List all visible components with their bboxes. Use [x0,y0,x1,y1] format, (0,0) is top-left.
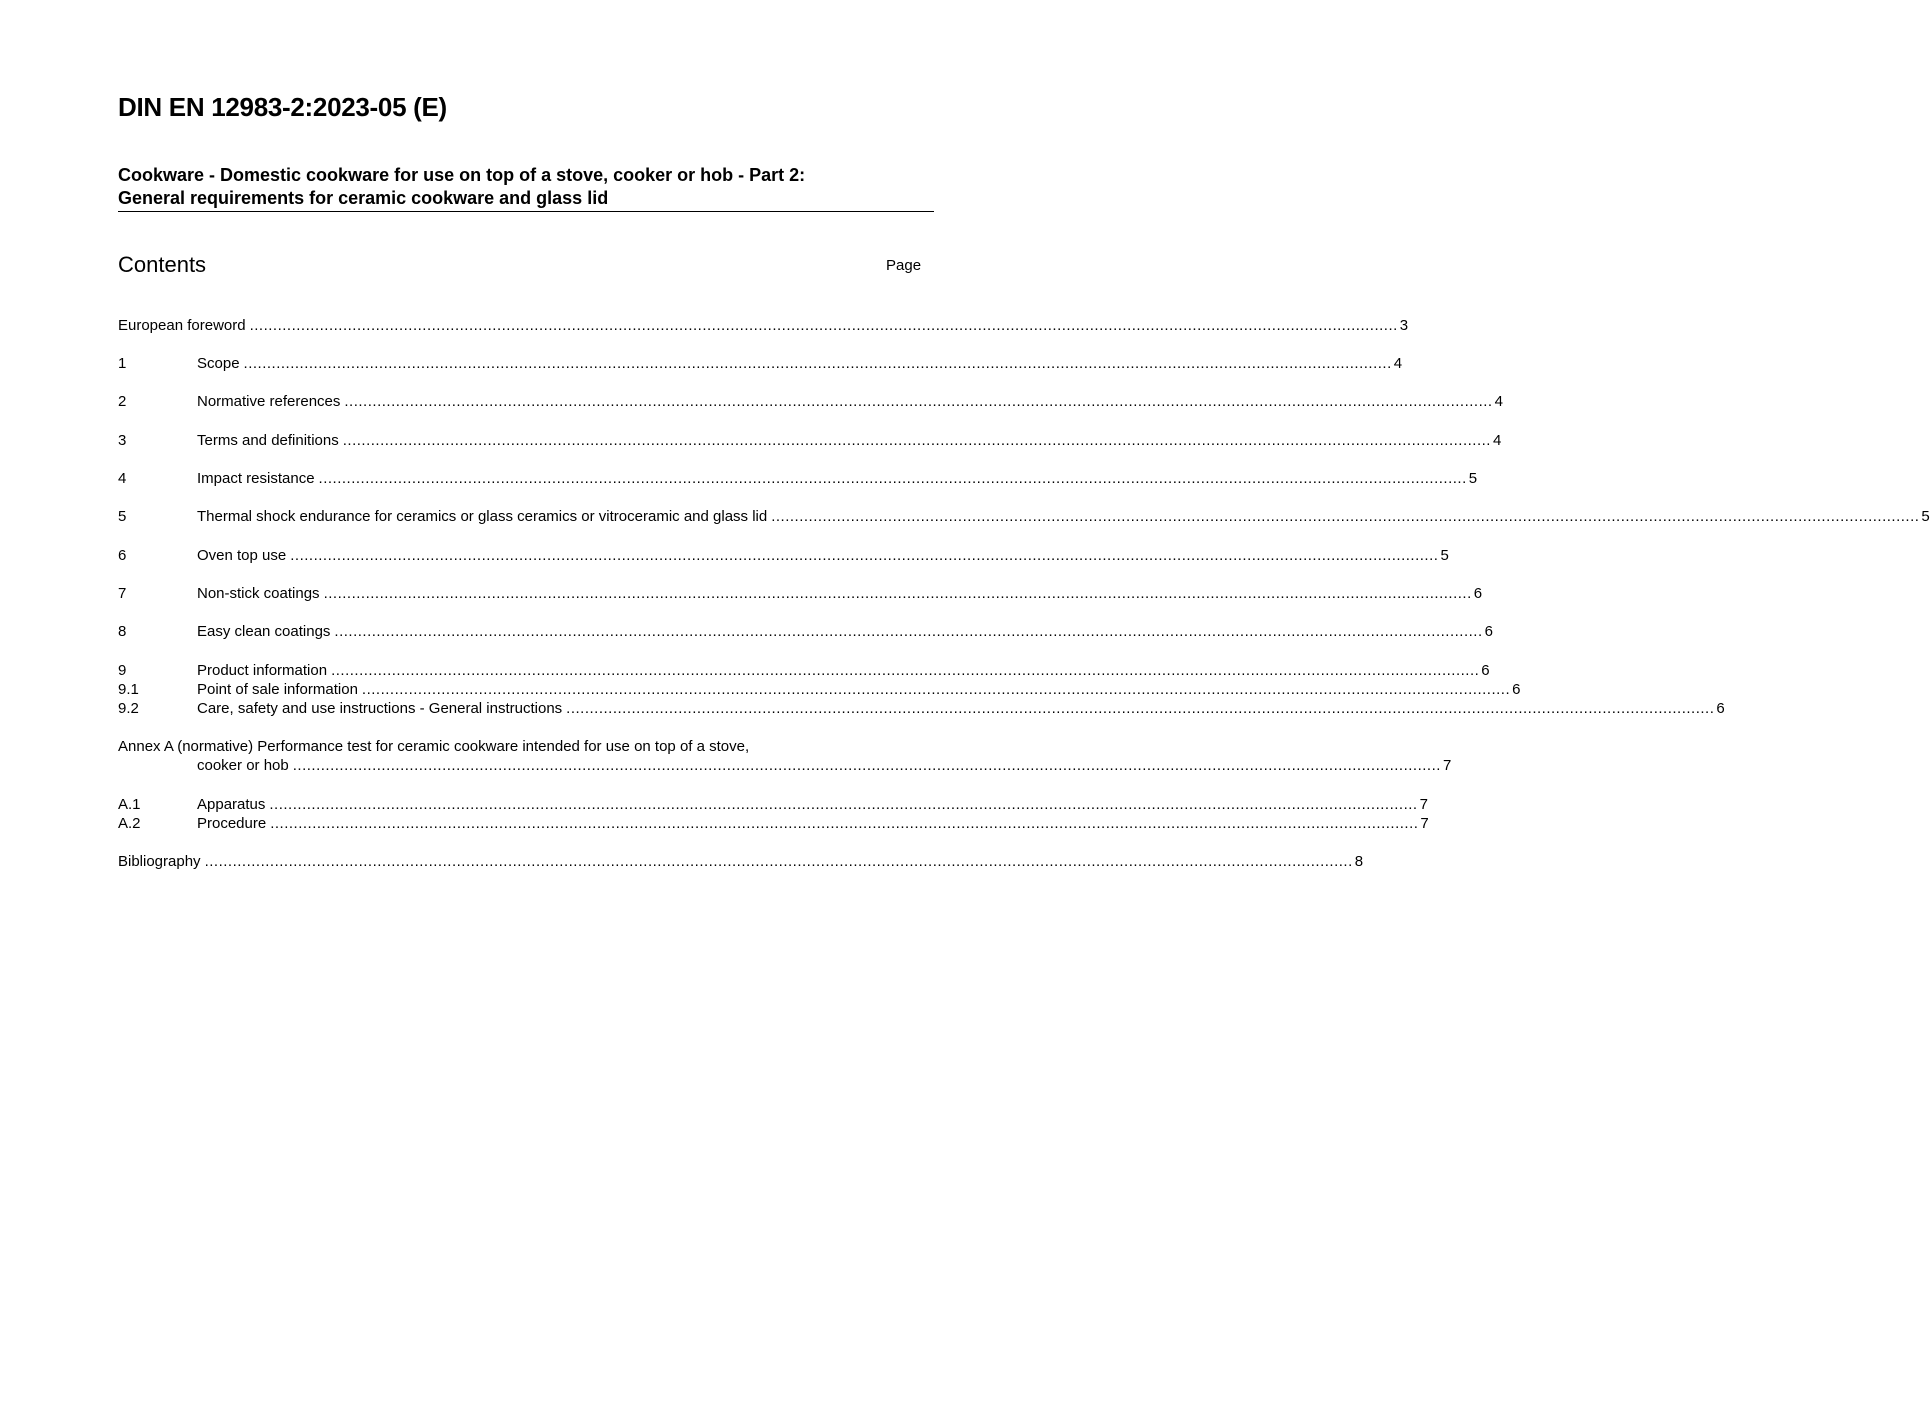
toc-entry-product-information[interactable] [118,661,1490,680]
document-title-line-2: General requirements for ceramic cookware and glass lid [118,187,609,208]
toc-entry-oven-top-use[interactable] [118,546,1449,565]
toc-entry-page: 3 [1399,317,1409,334]
toc-entry-page: 6 [1512,681,1521,698]
toc-entry-bibliography[interactable] [118,852,1364,871]
toc-dot-leader: ...................................................................................................................................................................................................................................................... [292,757,1441,774]
toc-entry-page: 5 [1440,547,1449,564]
toc-dot-leader: ...................................................................................................................................................................................................................................................... [270,815,1419,832]
toc-entry-easy-clean-coatings[interactable] [118,622,1493,641]
toc-entry-number: 6 [118,547,127,564]
toc-entry-page: 4 [1492,432,1502,449]
toc-entry-page: 6 [1484,623,1493,640]
toc-entry-impact-resistance[interactable] [118,469,1478,488]
toc-entry-number: 9.2 [118,700,139,717]
toc-entry-number: 3 [118,432,127,449]
toc-entry-title: Oven top use [197,546,290,565]
toc-entry-page: 7 [1419,796,1428,813]
document-title [118,164,934,212]
table-of-contents [118,316,1930,871]
toc-entry-page: 7 [1420,815,1429,832]
toc-entry-number: 5 [118,508,127,525]
toc-entry-procedure[interactable] [118,814,1429,833]
toc-entry-apparatus[interactable] [118,795,1428,814]
toc-entry-care-safety-use-instructions[interactable] [118,699,1725,718]
page-column-heading: Page [886,257,922,274]
toc-dot-leader: ...................................................................................................................................................................................................................................................... [249,317,1398,334]
toc-entry-page: 8 [1354,853,1364,870]
toc-entry-number: 1 [118,355,127,372]
toc-dot-leader: ...................................................................................................................................................................................................................................................... [318,470,1467,487]
toc-entry-page: 5 [1468,470,1478,487]
toc-entry-number: 9.1 [118,681,139,698]
toc-entry-thermal-shock-endurance[interactable] [118,507,1930,526]
toc-dot-leader: ...................................................................................................................................................................................................................................................... [269,796,1418,813]
toc-entry-annex-a[interactable] [118,737,1452,775]
toc-entry-non-stick-coatings[interactable] [118,584,1483,603]
toc-entry-number: 8 [118,623,127,640]
toc-entry-terms-and-definitions[interactable] [118,431,1502,450]
toc-dot-leader: ...................................................................................................................................................................................................................................................... [204,853,1353,870]
toc-dot-leader: ...................................................................................................................................................................................................................................................... [342,432,1491,449]
document-title-line-1: Cookware - Domestic cookware for use on top of a stove, cooker or hob - Part 2: [118,165,806,185]
toc-entry-number: 4 [118,470,127,487]
toc-entry-page: 6 [1473,585,1483,602]
toc-entry-page: 5 [1921,508,1930,525]
toc-entry-title: Point of sale information [197,680,362,699]
toc-entry-number: 9 [118,662,127,679]
toc-entry-title: Bibliography [118,852,205,871]
toc-entry-number: A.1 [118,796,141,813]
toc-entry-title: Procedure [197,814,270,833]
document-id: DIN EN 12983-2:2023-05 (E) [118,92,447,122]
toc-entry-scope[interactable] [118,354,1403,373]
toc-entry-title: Annex A (normative) Performance test for ceramic cookware intended for use on top of a stove, [118,738,750,755]
toc-entry-continuation [118,756,1452,775]
toc-entry-title: Non-stick coatings [197,584,324,603]
toc-entry-number: 2 [118,393,127,410]
toc-dot-leader: ...................................................................................................................................................................................................................................................... [334,623,1483,640]
toc-dot-leader: ...................................................................................................................................................................................................................................................... [290,547,1439,564]
toc-entry-title: European foreword [118,316,250,335]
toc-entry-number: 7 [118,585,127,602]
toc-dot-leader: ...................................................................................................................................................................................................................................................... [344,393,1493,410]
toc-entry-title: Normative references [197,392,344,411]
toc-entry-page: 6 [1481,662,1490,679]
toc-entry-title: Apparatus [197,795,269,814]
toc-dot-leader: ...................................................................................................................................................................................................................................................... [243,355,1392,372]
toc-entry-normative-references[interactable] [118,392,1503,411]
toc-entry-european-foreword[interactable] [118,316,1409,335]
toc-entry-title: Care, safety and use instructions - General instructions [197,699,566,718]
toc-entry-page: 4 [1393,355,1403,372]
toc-entry-title: Terms and definitions [197,431,343,450]
contents-heading: Contents [118,252,207,277]
toc-entry-title: Impact resistance [197,469,319,488]
toc-entry-number: A.2 [118,815,141,832]
toc-entry-title: Scope [197,354,244,373]
toc-dot-leader: ...................................................................................................................................................................................................................................................... [323,585,1472,602]
toc-entry-title: Easy clean coatings [197,622,334,641]
toc-entry-point-of-sale-information[interactable] [118,680,1521,699]
toc-entry-title-continuation: cooker or hob [197,756,293,775]
toc-dot-leader: ...................................................................................................................................................................................................................................................... [361,681,1511,698]
toc-dot-leader: ...................................................................................................................................................................................................................................................... [566,700,1715,717]
toc-entry-page: 4 [1494,393,1503,410]
toc-entry-title: Product information [197,661,331,680]
toc-entry-page: 7 [1442,757,1452,774]
toc-entry-title: Thermal shock endurance for ceramics or glass ceramics or vitroceramic and glass lid [197,507,771,526]
toc-dot-leader: ...................................................................................................................................................................................................................................................... [771,508,1920,525]
toc-dot-leader: ...................................................................................................................................................................................................................................................... [331,662,1480,679]
toc-entry-page: 6 [1716,700,1725,717]
